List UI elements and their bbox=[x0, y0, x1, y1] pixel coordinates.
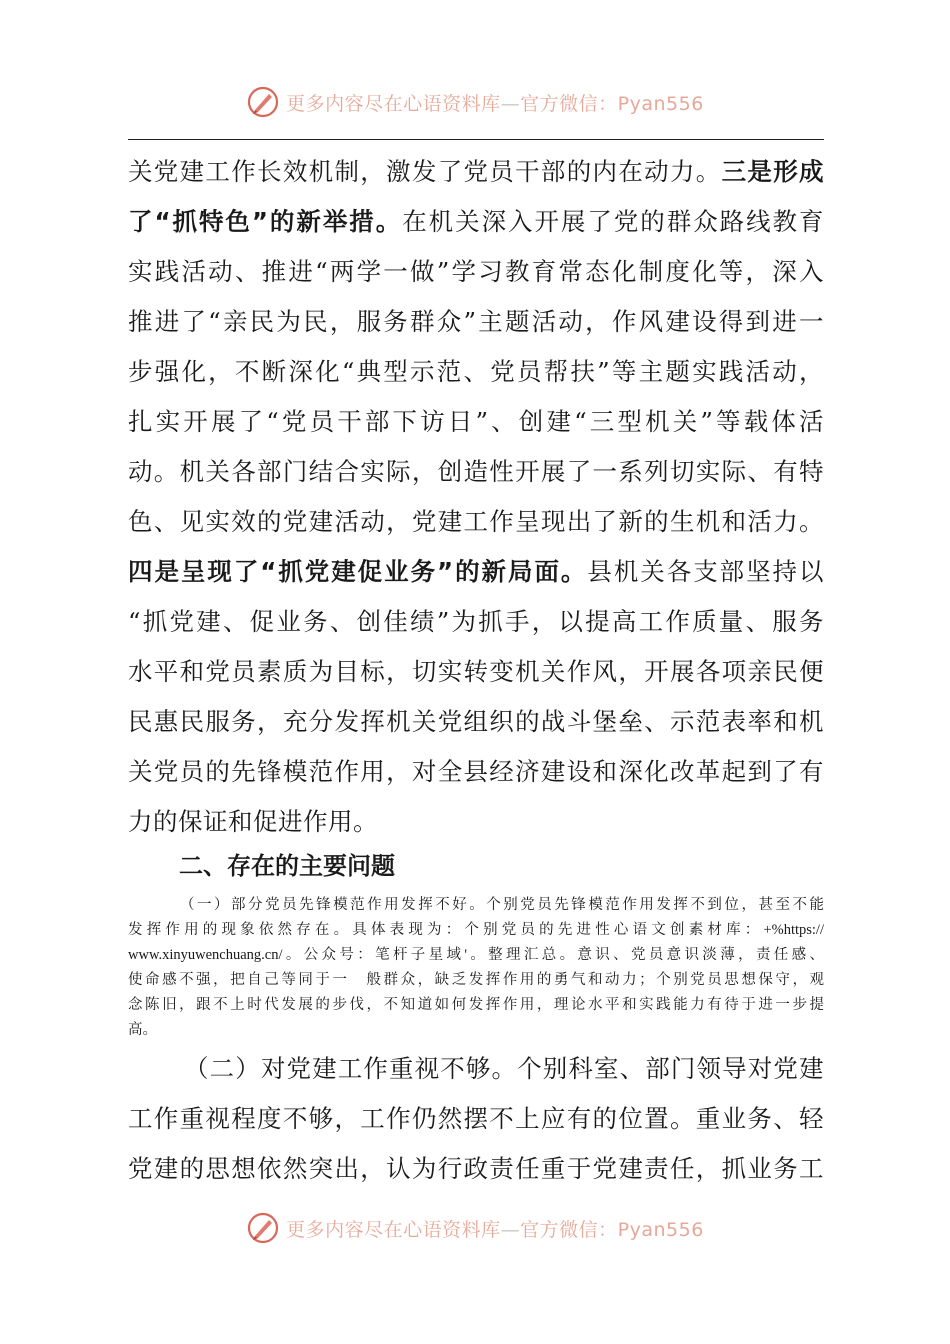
text-line: 色、见实效的党建活动，党建工作呈现出了新的生机和活力。 bbox=[128, 507, 824, 536]
text-line: 动。机关各部门结合实际，创造性开展了一系列切实际、有特 bbox=[128, 457, 824, 486]
text-line: （二）对党建工作重视不够。个别科室、部门领导对党建 bbox=[184, 1054, 824, 1083]
text-line: 推进了“亲民为民，服务群众”主题活动，作风建设得到进一 bbox=[128, 307, 824, 336]
header-banner bbox=[0, 82, 950, 122]
text-line: 使命感不强，把自己等同于一 般群众，缺乏发挥作用的勇气和动力；个别党员思想保守，观 bbox=[128, 972, 824, 988]
pen-logo-icon bbox=[246, 85, 280, 119]
text-line: 关党员的先锋模范作用，对全县经济建设和深化改革起到了有 bbox=[128, 757, 824, 786]
text-line: 力的保证和促进作用。 bbox=[128, 807, 378, 836]
text-line: 水平和党员素质为目标，切实转变机关作风，开展各项亲民便 bbox=[128, 657, 824, 686]
pen-logo-icon bbox=[246, 1211, 280, 1245]
text-line: 发挥作用的现象依然存在。具体表现为：个别党员的先进性心语文创素材库：+%https:// bbox=[128, 922, 824, 938]
text-line: 四是呈现了“抓党建促业务”的新局面。县机关各支部坚持以 bbox=[128, 557, 824, 586]
text-line: 步强化，不断深化“典型示范、党员帮扶”等主题实践活动， bbox=[128, 357, 824, 386]
text-line: 念陈旧，跟不上时代发展的步伐，不知道如何发挥作用，理论水平和实践能力有待于进一步提 bbox=[128, 997, 824, 1013]
header-banner-text: 更多内容尽在心语资料库—官方微信：Pyan556 bbox=[286, 92, 704, 115]
paragraph-achievements bbox=[128, 147, 824, 847]
text-line: “抓党建、促业务、创佳绩”为抓手，以提高工作质量、服务 bbox=[128, 607, 824, 636]
text-line: 工作重视程度不够，工作仍然摆不上应有的位置。重业务、轻 bbox=[128, 1104, 824, 1133]
paragraph-problem-2 bbox=[128, 1044, 824, 1194]
text-line: 了“抓特色”的新举措。在机关深入开展了党的群众路线教育 bbox=[128, 207, 824, 236]
text-line: （一）部分党员先锋模范作用发挥不好。个别党员先锋模范作用发挥不到位，甚至不能 bbox=[180, 897, 824, 913]
footer-banner bbox=[0, 1208, 950, 1248]
text-line: 党建的思想依然突出，认为行政责任重于党建责任，抓业务工 bbox=[128, 1154, 824, 1183]
text-line: 民惠民服务，充分发挥机关党组织的战斗堡垒、示范表率和机 bbox=[128, 707, 824, 736]
paragraph-problem-1 bbox=[128, 893, 824, 1043]
header-rule bbox=[128, 139, 824, 140]
text-line: www.xinyuwenchuang.cn/。公众号：笔杆子星域'。整理汇总。意识、党员意识淡薄，责任感、 bbox=[128, 947, 824, 963]
section-heading: 二、存在的主要问题 bbox=[179, 852, 395, 880]
text-line: 扎实开展了“党员干部下访日”、创建“三型机关”等载体活 bbox=[128, 407, 824, 436]
text-line: 实践活动、推进“两学一做”学习教育常态化制度化等，深入 bbox=[128, 257, 824, 286]
text-line: 关党建工作长效机制，激发了党员干部的内在动力。三是形成 bbox=[128, 157, 824, 186]
footer-banner-text: 更多内容尽在心语资料库—官方微信：Pyan556 bbox=[286, 1218, 704, 1241]
text-line: 高。 bbox=[128, 1022, 157, 1038]
